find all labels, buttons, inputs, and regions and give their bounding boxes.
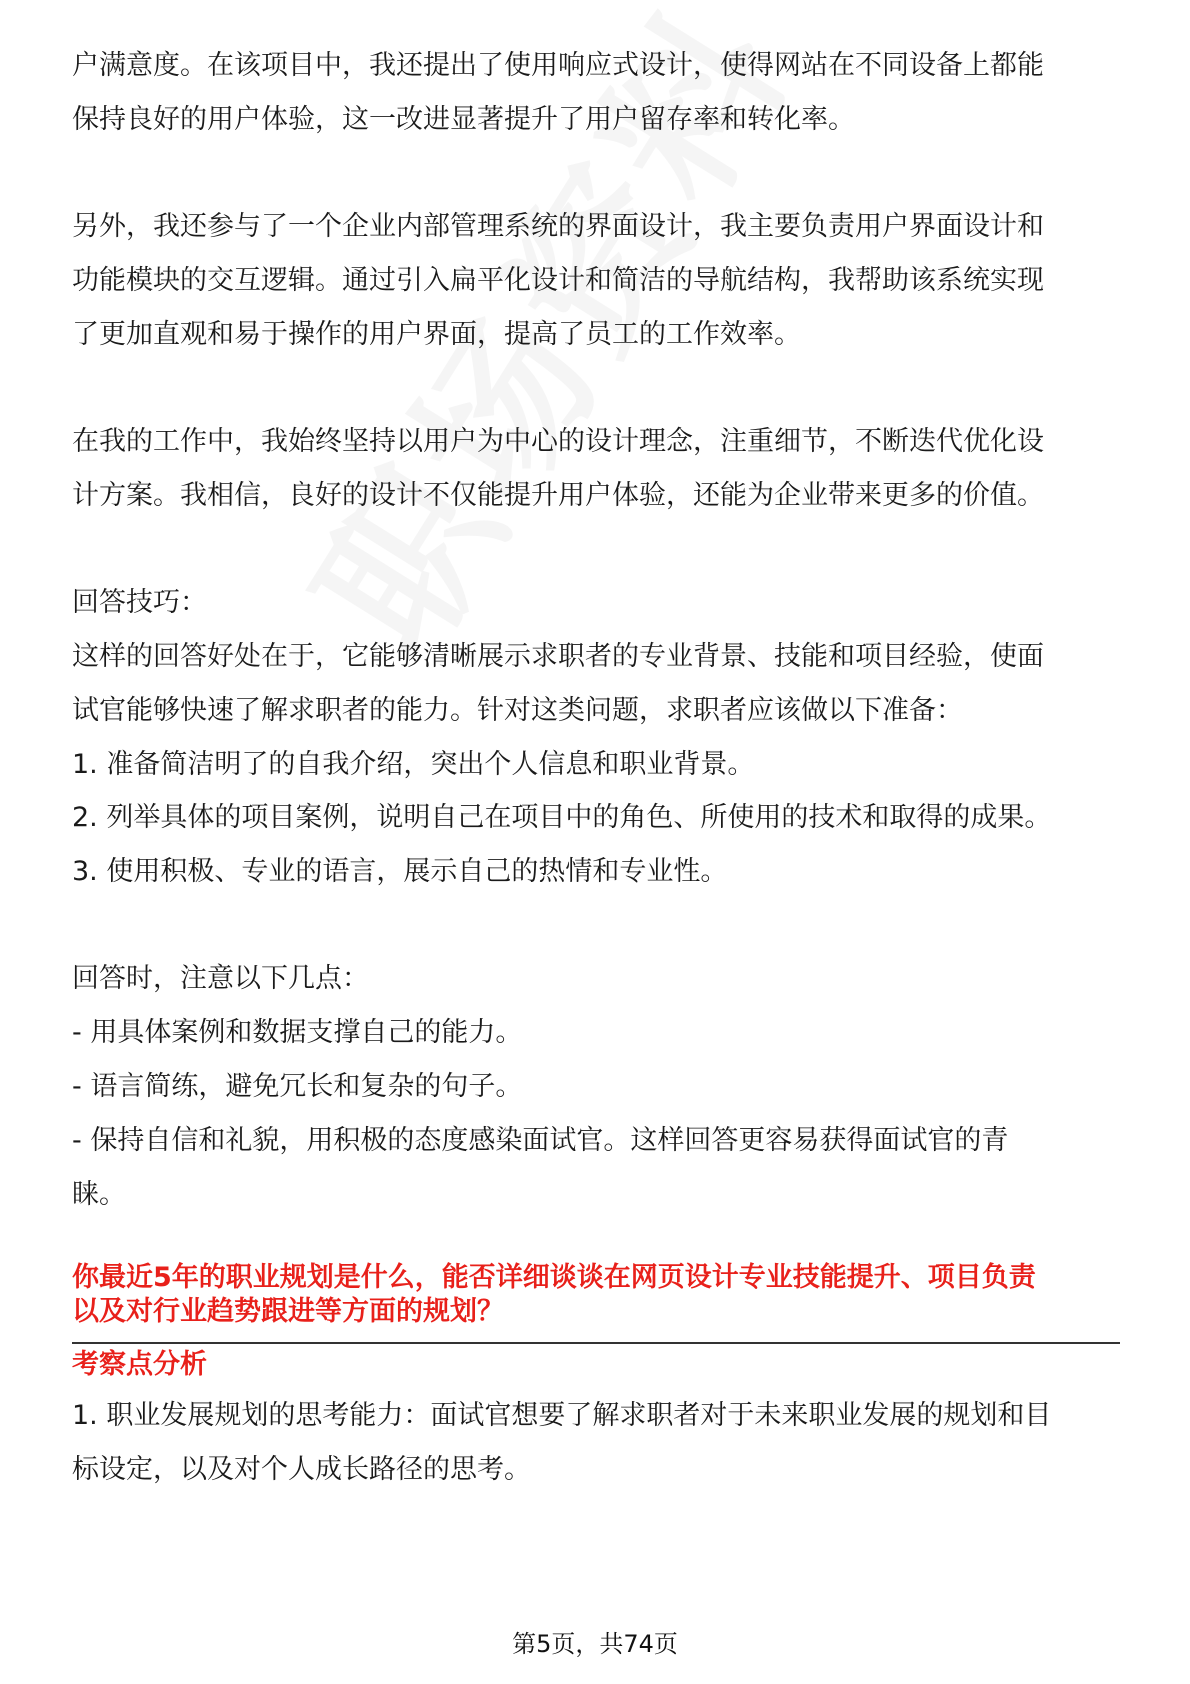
- tips-list-item: 2. 列举具体的项目案例，说明自己在项目中的角色、所使用的技术和取得的成果。: [72, 802, 1052, 833]
- analysis-point-continued: 标设定，以及对个人成长路径的思考。: [72, 1454, 531, 1485]
- tips-line: 这样的回答好处在于，它能够清晰展示求职者的专业背景、技能和项目经验，使面: [72, 641, 1044, 672]
- section-divider: [72, 1342, 1120, 1344]
- question-title-line: 以及对行业趋势跟进等方面的规划？: [72, 1296, 504, 1327]
- tips-line: 试官能够快速了解求职者的能力。针对这类问题，求职者应该做以下准备：: [72, 695, 963, 726]
- notes-heading: 回答时，注意以下几点：: [72, 963, 369, 994]
- paragraph-line: 户满意度。在该项目中，我还提出了使用响应式设计，使得网站在不同设备上都能: [72, 50, 1044, 81]
- paragraph-line: 保持良好的用户体验，这一改进显著提升了用户留存率和转化率。: [72, 104, 855, 135]
- paragraph-line: 功能模块的交互逻辑。通过引入扁平化设计和简洁的导航结构，我帮助该系统实现: [72, 265, 1044, 296]
- notes-list-item: - 保持自信和礼貌，用积极的态度感染面试官。这样回答更容易获得面试官的青: [72, 1125, 1009, 1156]
- tips-list-item: 1. 准备简洁明了的自我介绍，突出个人信息和职业背景。: [72, 749, 755, 780]
- notes-list-item: - 用具体案例和数据支撑自己的能力。: [72, 1017, 523, 1048]
- question-title-line: 你最近5年的职业规划是什么，能否详细谈谈在网页设计专业技能提升、项目负责: [72, 1262, 1036, 1293]
- tips-heading: 回答技巧：: [72, 587, 207, 618]
- notes-list-item-continued: 睐。: [72, 1179, 126, 1210]
- paragraph-line: 计方案。我相信，良好的设计不仅能提升用户体验，还能为企业带来更多的价值。: [72, 480, 1044, 511]
- notes-list-item: - 语言简练，避免冗长和复杂的句子。: [72, 1071, 523, 1102]
- paragraph-line: 另外，我还参与了一个企业内部管理系统的界面设计，我主要负责用户界面设计和: [72, 211, 1044, 242]
- analysis-heading: 考察点分析: [72, 1349, 207, 1380]
- paragraph-line: 了更加直观和易于操作的用户界面，提高了员工的工作效率。: [72, 319, 801, 350]
- page-number: 第5页，共74页: [512, 1630, 678, 1658]
- tips-list-item: 3. 使用积极、专业的语言，展示自己的热情和专业性。: [72, 856, 728, 887]
- paragraph-line: 在我的工作中，我始终坚持以用户为中心的设计理念，注重细节，不断迭代优化设: [72, 426, 1044, 457]
- analysis-point: 1. 职业发展规划的思考能力：面试官想要了解求职者对于未来职业发展的规划和目: [72, 1400, 1052, 1431]
